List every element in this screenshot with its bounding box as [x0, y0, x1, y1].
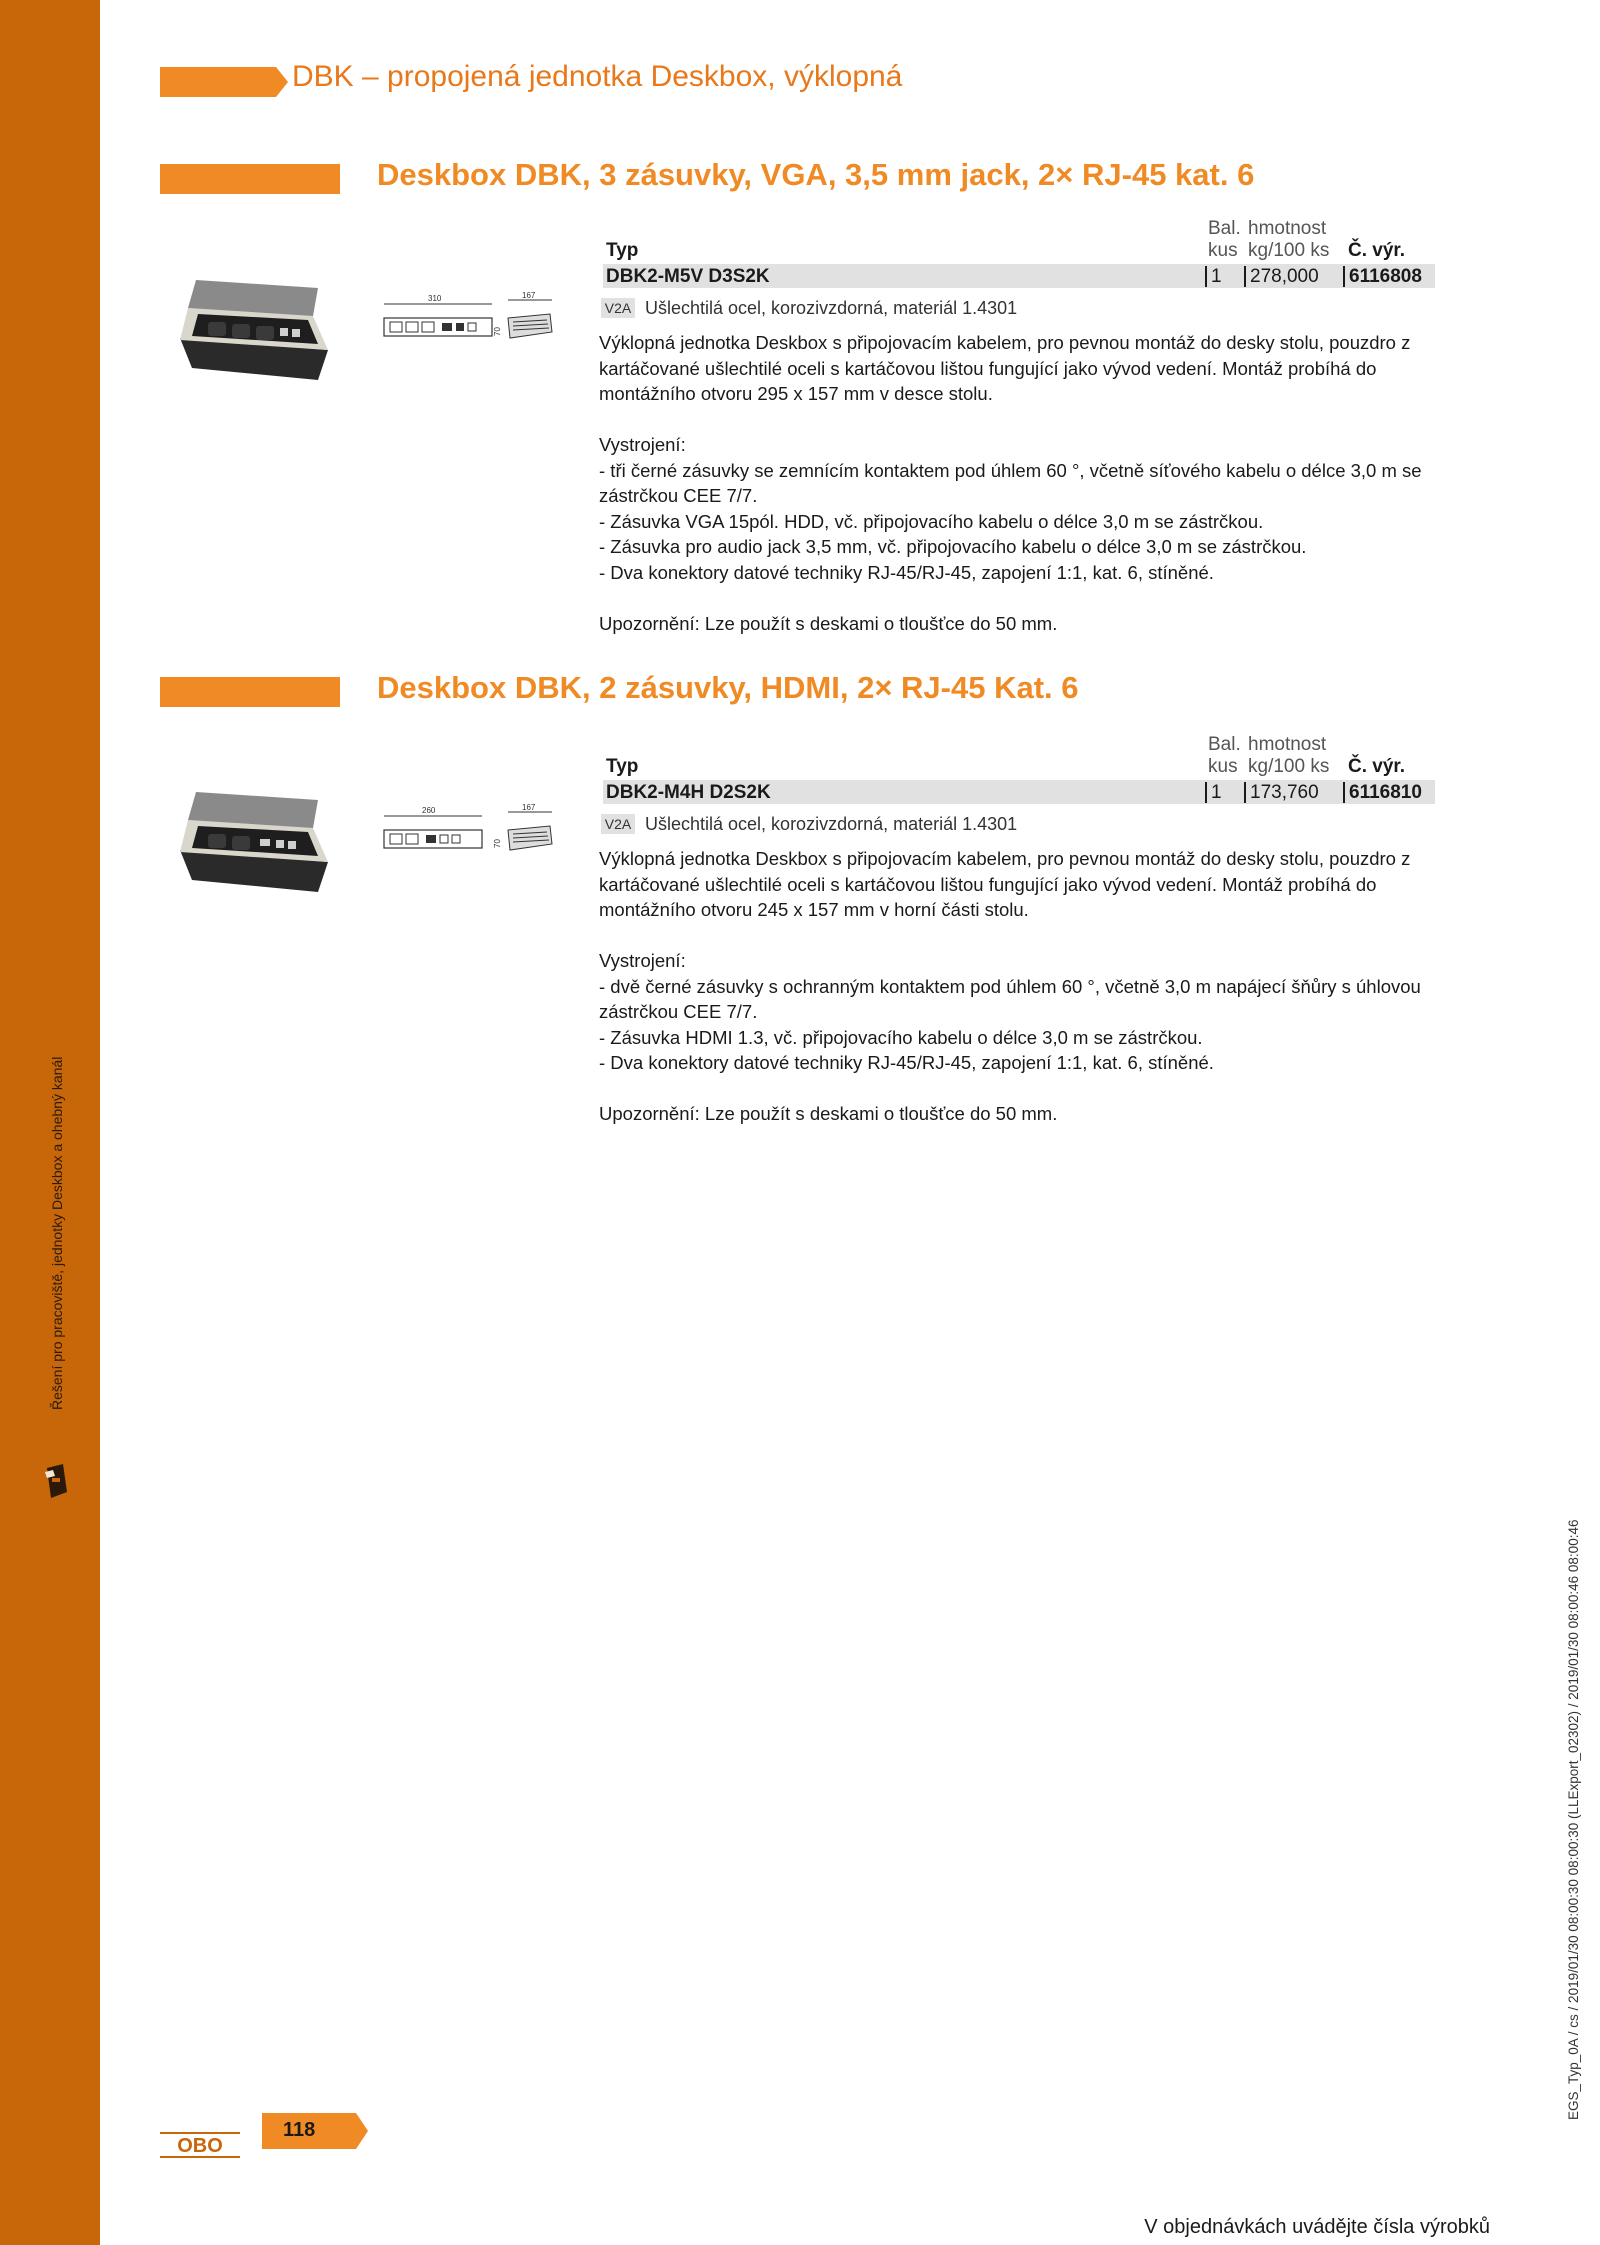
- product-note: Upozornění: Lze použít s deskami o tloušťce do 50 mm.: [599, 1103, 1058, 1124]
- equipment-item: - Dva konektory datové techniky RJ-45/RJ-45, zapojení 1:1, kat. 6, stíněné.: [599, 1052, 1214, 1073]
- product-article: 6116808: [1349, 266, 1422, 287]
- product-weight: 278,000: [1250, 266, 1319, 287]
- product-qty: 1: [1211, 266, 1222, 287]
- dim-width: 260: [422, 806, 436, 815]
- separator: [1343, 782, 1345, 803]
- col-cvyr: Č. výr.: [1348, 240, 1406, 261]
- dimension-drawing: [382, 804, 554, 862]
- table-row: [603, 264, 1435, 288]
- col-bal: Bal.: [1208, 734, 1241, 755]
- description-text: Výklopná jednotka Deskbox s připojovacím kabelem, pro pevnou montáž do desky stolu, pouzdro z kartáčované ušlechtilé oceli s kartáčovou lištou fungující jako vývod vedení. Montáž probíhá do montážního otvoru 245 x 157 mm v horní části stolu.: [599, 848, 1411, 920]
- product-description: [599, 846, 1449, 1127]
- table-row: [603, 780, 1435, 804]
- product-article: 6116810: [1349, 782, 1422, 803]
- col-bal: Bal.: [1208, 218, 1241, 239]
- export-info: EGS_Typ_0A / cs / 2019/01/30 08:00:30 08:00:30 (LLExport_02302) / 2019/01/30 08:00:46 08:00:46: [1566, 1519, 1581, 2120]
- material-text: Ušlechtilá ocel, korozivzdorná, materiál 1.4301: [645, 298, 1018, 318]
- equipment-item: - dvě černé zásuvky s ochranným kontaktem pod úhlem 60 °, včetně 3,0 m napájecí šňůry s úhlovou zástrčkou CEE 7/7.: [599, 975, 1421, 1022]
- dimension-drawing: [382, 292, 554, 350]
- col-kus: kus: [1208, 240, 1238, 261]
- separator: [1205, 782, 1207, 803]
- product-photo: [168, 790, 338, 900]
- col-typ: Typ: [606, 756, 639, 777]
- deskbox-icon: [43, 1462, 69, 1502]
- separator: [1205, 266, 1207, 287]
- separator: [1343, 266, 1345, 287]
- col-cvyr: Č. výr.: [1348, 756, 1406, 777]
- material-text: Ušlechtilá ocel, korozivzdorná, materiál 1.4301: [645, 814, 1018, 834]
- equipment-item: - tři černé zásuvky se zemnícím kontaktem pod úhlem 60 °, včetně síťového kabelu o délce 3,0 m se zástrčkou CEE 7/7.: [599, 459, 1422, 506]
- separator: [1244, 782, 1246, 803]
- equipment-item: - Dva konektory datové techniky RJ-45/RJ-45, zapojení 1:1, kat. 6, stíněné.: [599, 561, 1214, 583]
- col-kg: kg/100 ks: [1248, 240, 1330, 261]
- product-weight: 173,760: [1250, 782, 1319, 803]
- equipment-label: Vystrojení:: [599, 434, 686, 455]
- separator: [1244, 266, 1246, 287]
- sidebar-label: Řešení pro pracoviště, jednotky Deskbox a ohebný kanál: [49, 1056, 65, 1410]
- material-badge: V2A: [601, 814, 635, 834]
- section-bar: [160, 164, 340, 194]
- equipment-item: - Zásuvka HDMI 1.3, vč. připojovacího kabelu o délce 3,0 m se zástrčkou.: [599, 1026, 1203, 1048]
- footer-note: V objednávkách uvádějte čísla výrobků: [1144, 2216, 1490, 2238]
- product-title: Deskbox DBK, 2 zásuvky, HDMI, 2× RJ-45 Kat. 6: [377, 670, 1079, 705]
- logo-text: OBO: [177, 2135, 223, 2157]
- page-number: 118: [283, 2119, 316, 2141]
- col-hmotnost: hmotnost: [1248, 218, 1327, 239]
- equipment-label: Vystrojení:: [599, 950, 686, 971]
- equipment-item: - Zásuvka pro audio jack 3,5 mm, vč. připojovacího kabelu o délce 3,0 m se zástrčkou.: [599, 536, 1307, 557]
- product-qty: 1: [1211, 782, 1222, 803]
- product-title: Deskbox DBK, 3 zásuvky, VGA, 3,5 mm jack, 2× RJ-45 kat. 6: [377, 157, 1255, 192]
- material-badge: V2A: [601, 298, 635, 318]
- product-type: DBK2-M4H D2S2K: [606, 782, 771, 803]
- col-typ: Typ: [606, 240, 639, 261]
- obo-logo: [160, 2130, 240, 2160]
- header-arrow: [276, 67, 288, 97]
- product-photo: [168, 278, 338, 388]
- col-hmotnost: hmotnost: [1248, 734, 1327, 755]
- equipment-item: - Zásuvka VGA 15pól. HDD, vč. připojovacího kabelu o délce 3,0 m se zástrčkou.: [599, 510, 1264, 532]
- product-description: [599, 330, 1449, 636]
- col-kg: kg/100 ks: [1248, 756, 1330, 777]
- section-bar: [160, 677, 340, 707]
- dim-height: 70: [493, 839, 502, 848]
- product-note: Upozornění: Lze použít s deskami o tloušťce do 50 mm.: [599, 612, 1058, 634]
- dim-width: 310: [428, 294, 442, 303]
- header-bar: [160, 67, 276, 97]
- description-text: Výklopná jednotka Deskbox s připojovacím kabelem, pro pevnou montáž do desky stolu, pouzdro z kartáčované ušlechtilé oceli s kartáčovou lištou fungující jako vývod vedení. Montáž probíhá do montážního otvoru 295 x 157 mm v desce stolu.: [599, 332, 1411, 404]
- page-title: DBK – propojená jednotka Deskbox, výklopná: [292, 60, 903, 93]
- dim-depth: 167: [522, 292, 536, 300]
- dim-depth: 167: [522, 804, 536, 812]
- page-number-arrow: [356, 2113, 368, 2149]
- dim-height: 70: [493, 327, 502, 336]
- product-type: DBK2-M5V D3S2K: [606, 266, 770, 287]
- col-kus: kus: [1208, 756, 1238, 777]
